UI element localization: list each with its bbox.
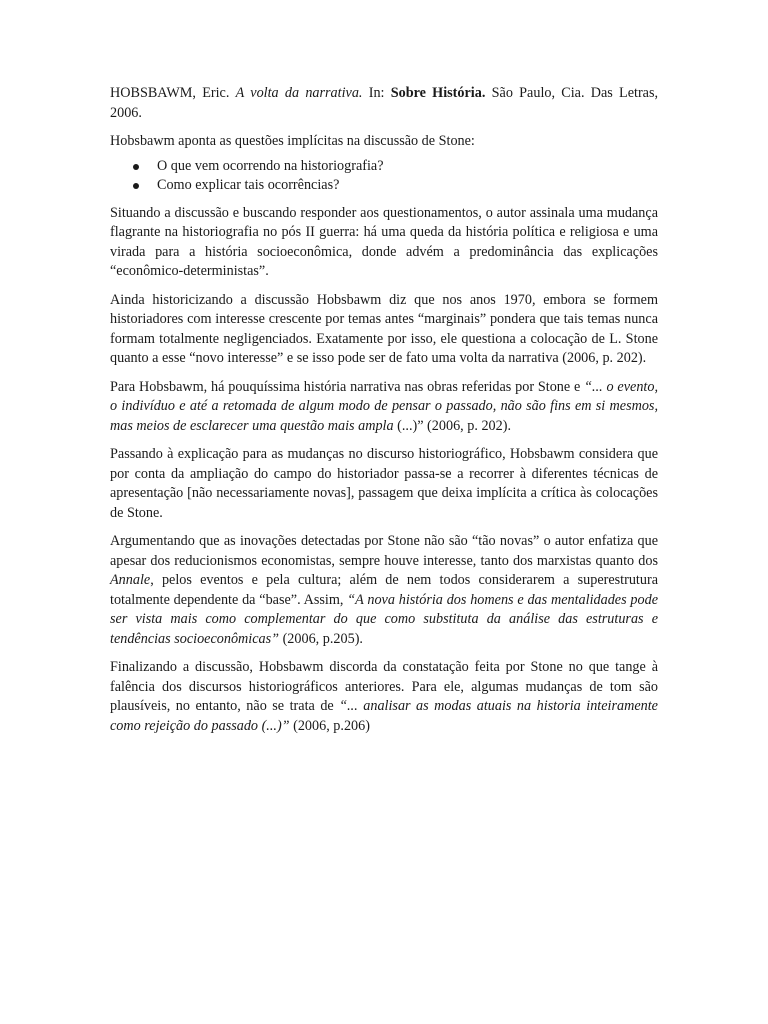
questions-list — [110, 157, 658, 195]
paragraph-1: Situando a discussão e buscando responder aos questionamentos, o autor assinala uma mudança flagrante na historiografia no pós II guerra: há uma queda da história política e religiosa e uma virada para a história socioeconômica, donde advém a predominância das explicações “econômico-deterministas”. — [110, 204, 658, 279]
paragraph-4: Passando à explicação para as mudanças no discurso historiográfico, Hobsbawm considera que por conta da ampliação do campo do historiador passa-se a recorrer à diferentes técnicas de apresentação [não necessariamente novas], passagem que deixa implícita a crítica às colocações de Stone. — [110, 446, 658, 521]
paragraph-6-end: (2006, p.206) — [289, 717, 370, 734]
paragraph-3-end: (...)” (2006, p. 202). — [393, 417, 511, 434]
reference-chapter: A volta da narrativa. — [235, 85, 363, 101]
paragraph-2: Ainda historicizando a discussão Hobsbawm diz que nos anos 1970, embora se formem historiadores com interesse crescente por temas antes “marginais” pondera que tais temas nunca formam totalmente negligenciados. Exatamente por isso, ele questiona a colocação de L. Stone quanto a esse “novo interesse” e se isso pode ser de fato uma volta da narrativa (2006, p. 202). — [110, 291, 658, 366]
paragraph-6-start: Finalizando a discussão, Hobsbawm discorda da constatação feita por Stone no que tange à falência dos discursos historiográficos anteriores. Para ele, algumas mudanças de tom são plausíveis, no entanto, não se trata de — [110, 659, 658, 714]
paragraph-5-annale: Annale — [110, 572, 151, 588]
paragraph-5-middle: , pelos eventos e pela cultura; além de nem todos considerarem a superestrutura totalmente dependente da “base”. Assim, — [110, 572, 658, 608]
paragraph-5-start: Argumentando que as inovações detectadas por Stone não são “tão novas” o autor enfatiza que apesar dos reducionismos economistas, sempre houve interesse, tanto dos marxistas quanto dos — [110, 533, 658, 569]
intro-paragraph: Hobsbawm aponta as questões implícitas na discussão de Stone: — [110, 133, 475, 149]
reference-author: HOBSBAWM, Eric. — [110, 85, 230, 101]
paragraph-6 — [110, 658, 658, 736]
paragraph-5 — [110, 532, 658, 649]
list-item: O que vem ocorrendo na historiografia? — [157, 157, 658, 176]
paragraph-5-end: (2006, p.205). — [279, 630, 363, 647]
paragraph-3-quote: “... o evento, o indivíduo e até a retomada de algum modo de pensar o passado, não são fins em si mesmos, mas meios de esclarecer uma questão mais ampla — [110, 378, 658, 434]
list-item: Como explicar tais ocorrências? — [157, 176, 658, 195]
document-page — [110, 84, 658, 745]
paragraph-3-start: Para Hobsbawm, há pouquíssima história narrativa nas obras referidas por Stone e — [110, 378, 585, 395]
paragraph-3 — [110, 378, 658, 437]
reference-book: Sobre História. — [390, 85, 486, 101]
paragraph-5-quote: “A nova história dos homens e das mentalidades pode ser vista mais como complementar do que como substituta da análise das estruturas e tendências socioeconômicas” — [110, 591, 658, 647]
bibliographic-reference — [110, 84, 658, 123]
paragraph-6-quote: “... analisar as modas atuais na historia inteiramente como rejeição do passado (...)” — [110, 698, 658, 734]
reference-in: In: — [368, 85, 385, 101]
reference-publisher: São Paulo, Cia. Das Letras, 2006. — [110, 85, 659, 121]
